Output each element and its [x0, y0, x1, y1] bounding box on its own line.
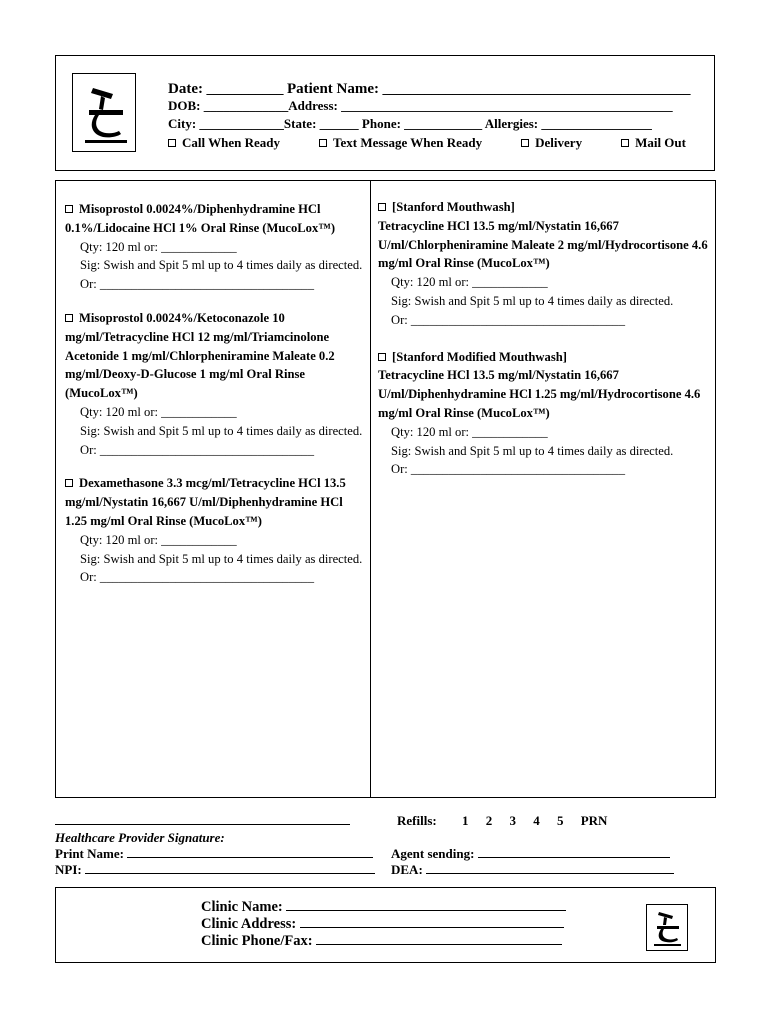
- refills-row: [397, 813, 621, 829]
- npi-label: NPI:: [55, 862, 82, 877]
- checkbox-icon[interactable]: [65, 205, 73, 213]
- or-field[interactable]: Or: __________________________________: [80, 570, 315, 585]
- sig-text: Sig: Swish and Spit 5 ml up to 4 times daily as directed.: [80, 551, 363, 566]
- prescription-title: [Stanford Modified Mouthwash]: [392, 349, 567, 364]
- signature-line[interactable]: [55, 812, 350, 825]
- patient-info-box: [55, 55, 715, 171]
- state-field[interactable]: ______: [319, 116, 359, 131]
- patient-name-field[interactable]: ____________________________________________: [382, 82, 691, 97]
- city-field[interactable]: _____________: [199, 116, 284, 131]
- prescription-name: Misoprostol 0.0024%/Diphenhydramine HCl 0.1%/Lidocaine HCl 1% Oral Rinse (MucoLox™): [65, 202, 336, 235]
- print-name-label: Print Name:: [55, 846, 124, 861]
- qty-field[interactable]: Qty: 120 ml or: ____________: [391, 275, 548, 290]
- npi-row: [55, 862, 375, 878]
- address-label: Address:: [288, 98, 338, 113]
- sig-text: Sig: Swish and Spit 5 ml up to 4 times daily as directed.: [391, 443, 674, 458]
- date-patient-row: [168, 81, 691, 98]
- clinic-phone-row: [201, 933, 562, 950]
- refills-label: Refills:: [397, 813, 437, 828]
- option-call-when-ready[interactable]: Call When Ready: [168, 135, 280, 151]
- checkbox-icon[interactable]: [621, 139, 629, 147]
- or-field[interactable]: Or: __________________________________: [391, 312, 626, 327]
- date-label: Date:: [168, 81, 203, 97]
- prescriptions-right-column: [378, 198, 714, 494]
- pharmacy-logo: [72, 73, 136, 152]
- qty-field[interactable]: Qty: 120 ml or: ____________: [391, 424, 548, 439]
- sig-text: Sig: Swish and Spit 5 ml up to 4 times daily as directed.: [391, 293, 674, 308]
- refill-option[interactable]: PRN: [580, 813, 608, 828]
- qty-field[interactable]: Qty: 120 ml or: ____________: [80, 404, 237, 419]
- dea-field[interactable]: [426, 863, 674, 874]
- phone-field[interactable]: ____________: [404, 116, 483, 131]
- print-name-row: [55, 846, 373, 862]
- clinic-phone-label: Clinic Phone/Fax:: [201, 933, 313, 949]
- allergies-label: Allergies:: [484, 116, 539, 131]
- dob-label: DOB:: [168, 98, 201, 113]
- mortar-pestle-icon: [647, 905, 687, 950]
- qty-field[interactable]: Qty: 120 ml or: ____________: [80, 239, 237, 254]
- dob-address-row: [168, 98, 673, 114]
- city-label: City:: [168, 116, 197, 131]
- clinic-name-field[interactable]: [286, 900, 566, 911]
- or-field[interactable]: Or: __________________________________: [391, 462, 626, 477]
- print-name-field[interactable]: [127, 847, 373, 858]
- contact-options-row: [168, 135, 686, 151]
- dob-field[interactable]: _____________: [203, 98, 289, 113]
- prescription-item: [378, 348, 714, 480]
- date-field[interactable]: ___________: [206, 82, 284, 97]
- checkbox-icon[interactable]: [378, 203, 386, 211]
- prescription-item: [65, 474, 365, 587]
- npi-field[interactable]: [85, 863, 375, 874]
- clinic-phone-field[interactable]: [316, 934, 562, 945]
- option-mail-out[interactable]: Mail Out: [621, 135, 686, 151]
- dea-label: DEA:: [391, 862, 423, 877]
- checkbox-icon[interactable]: [319, 139, 327, 147]
- prescription-name: Tetracycline HCl 13.5 mg/ml/Nystatin 16,667 U/ml/Chlorpheniramine Maleate 2 mg/ml/Hydrocortisone 4.6 mg/ml Oral Rinse (MucoLox™): [378, 218, 708, 271]
- column-divider: [370, 181, 371, 797]
- agent-field[interactable]: [478, 847, 670, 858]
- agent-label: Agent sending:: [391, 846, 475, 861]
- prescription-name: Dexamethasone 3.3 mcg/ml/Tetracycline HCl 13.5 mg/ml/Nystatin 16,667 U/ml/Diphenhydramine HCl 1.25 mg/ml Oral Rinse (MucoLox™): [65, 476, 346, 528]
- address-field[interactable]: ___________________________________________________: [341, 98, 673, 113]
- prescription-name: Tetracycline HCl 13.5 mg/ml/Nystatin 16,667 U/ml/Diphenhydramine HCl 1.25 mg/ml/Hydrocortisone 4.6 mg/ml Oral Rinse (MucoLox™): [378, 368, 701, 420]
- city-state-row: [168, 116, 652, 132]
- qty-field[interactable]: Qty: 120 ml or: ____________: [80, 532, 237, 547]
- prescription-title: [Stanford Mouthwash]: [392, 200, 515, 214]
- patient-name-label: Patient Name:: [286, 81, 380, 97]
- prescription-item: [65, 200, 365, 294]
- state-label: State:: [283, 116, 317, 131]
- allergies-field[interactable]: _________________: [541, 116, 652, 131]
- refill-option[interactable]: 3: [509, 813, 516, 828]
- refill-option[interactable]: 1: [461, 813, 469, 828]
- clinic-address-field[interactable]: [300, 917, 564, 928]
- checkbox-icon[interactable]: [168, 139, 176, 147]
- checkbox-icon[interactable]: [65, 314, 73, 322]
- clinic-info-box: [55, 887, 716, 963]
- checkbox-icon[interactable]: [521, 139, 529, 147]
- sig-text: Sig: Swish and Spit 5 ml up to 4 times daily as directed.: [80, 258, 363, 273]
- refill-option[interactable]: 4: [533, 813, 540, 828]
- phone-label: Phone:: [361, 116, 401, 131]
- mortar-pestle-icon: [73, 74, 135, 151]
- option-text-message[interactable]: Text Message When Ready: [319, 135, 482, 151]
- or-field[interactable]: Or: __________________________________: [80, 442, 315, 457]
- agent-row: [391, 846, 670, 862]
- prescription-name: Misoprostol 0.0024%/Ketoconazole 10 mg/ml/Tetracycline HCl 12 mg/ml/Triamcinolone Acetonide 1 mg/ml/Chlorpheniramine Maleate 0.2 mg/ml/Deoxy-D-Glucose 1 mg/ml Oral Rinse (MucoLox™): [65, 310, 335, 401]
- pharmacy-logo-small: [646, 904, 688, 951]
- dea-row: [391, 862, 674, 878]
- clinic-address-label: Clinic Address:: [201, 916, 297, 932]
- or-field[interactable]: Or: __________________________________: [80, 277, 315, 292]
- prescription-item: [378, 198, 714, 330]
- prescription-box: [55, 180, 716, 798]
- signature-title: Healthcare Provider Signature:: [55, 830, 225, 845]
- prescriptions-left-column: [65, 200, 365, 602]
- refill-option[interactable]: 2: [485, 813, 493, 828]
- refill-option[interactable]: 5: [556, 813, 564, 828]
- checkbox-icon[interactable]: [65, 479, 73, 487]
- clinic-name-row: [201, 899, 566, 916]
- clinic-name-label: Clinic Name:: [201, 899, 283, 915]
- checkbox-icon[interactable]: [378, 353, 386, 361]
- clinic-address-row: [201, 916, 564, 933]
- prescription-item: [65, 309, 365, 459]
- option-delivery[interactable]: Delivery: [521, 135, 582, 151]
- sig-text: Sig: Swish and Spit 5 ml up to 4 times daily as directed.: [80, 423, 363, 438]
